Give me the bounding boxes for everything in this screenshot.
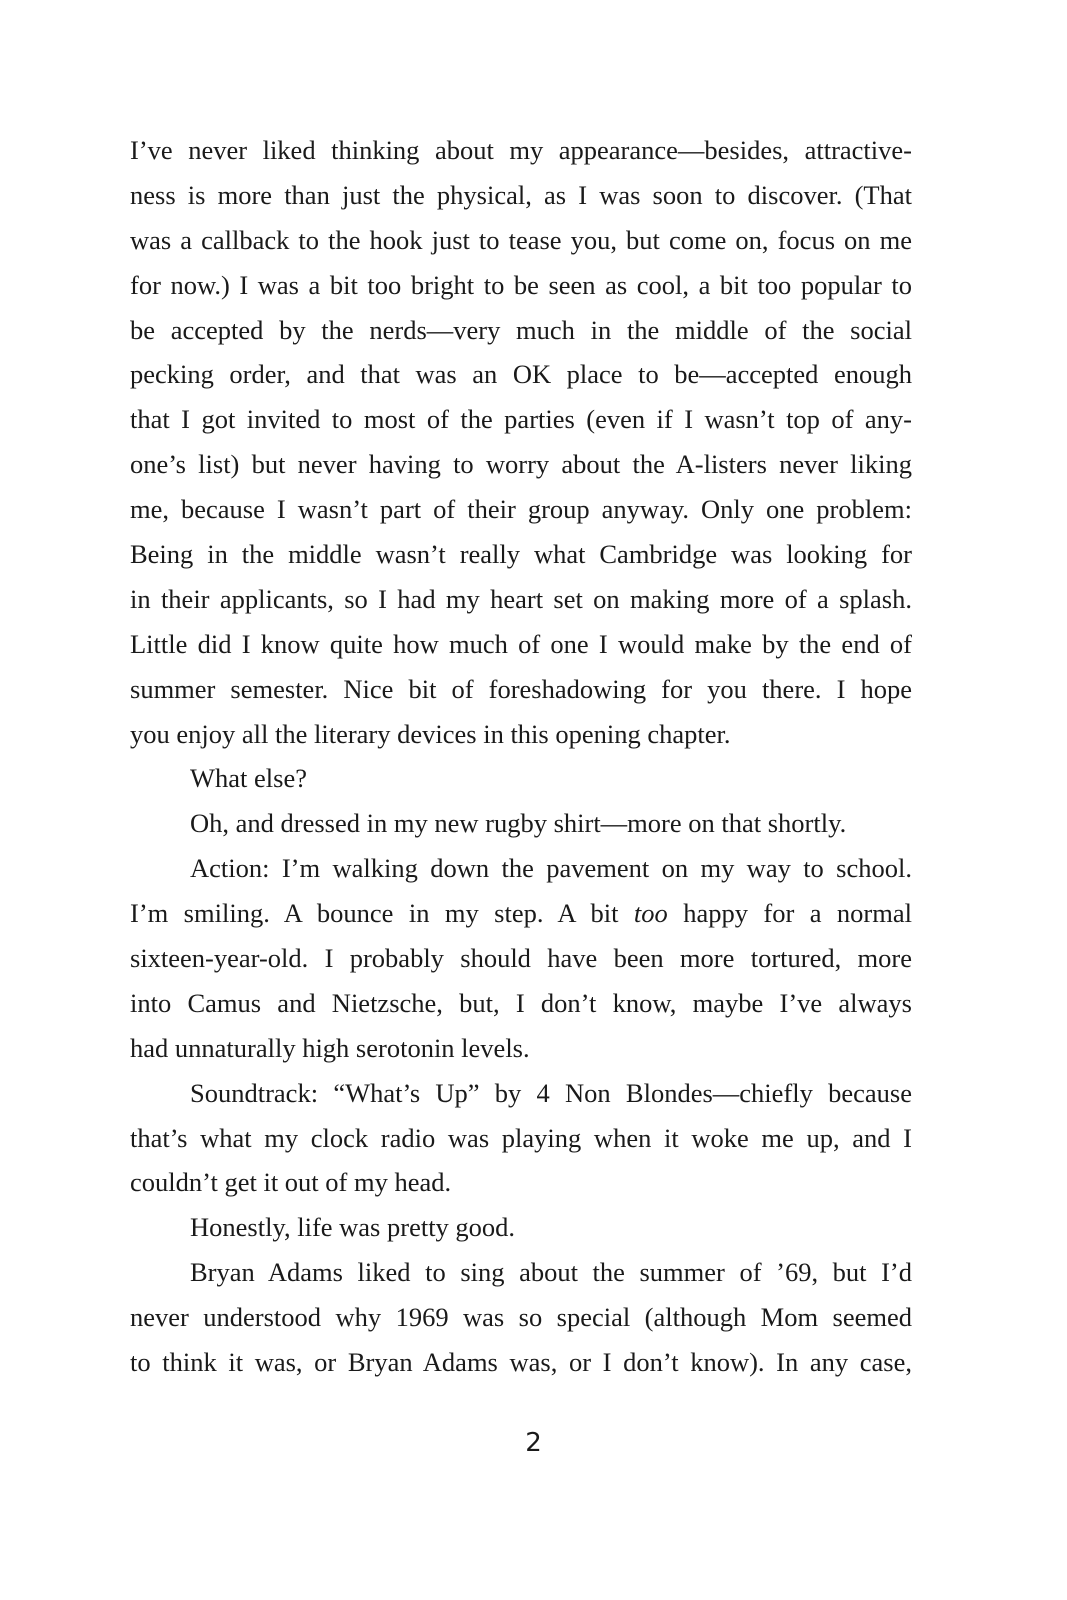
text-line: was a callback to the hook just to tease you, but come on, focus on me	[130, 224, 912, 255]
text-line: couldn’t get it out of my head.	[130, 1167, 452, 1198]
text-line: Oh, and dressed in my new rugby shirt—more on that shortly.	[190, 808, 847, 839]
italic-emphasis: too	[633, 898, 668, 929]
text-line: to think it was, or Bryan Adams was, or I don’t know). In any case,	[130, 1347, 912, 1378]
text-line: Honestly, life was pretty good.	[190, 1212, 516, 1243]
page-number: 2	[525, 1428, 542, 1458]
text-line: for now.) I was a bit too bright to be seen as cool, a bit too popular to	[130, 269, 912, 300]
text-line: never understood why 1969 was so special (although Mom seemed	[130, 1302, 912, 1333]
text-line: be accepted by the nerds—very much in the middle of the social	[130, 314, 912, 345]
text-segment: I’m smiling. A bounce in my step. A bit	[130, 898, 634, 929]
text-line	[130, 891, 912, 936]
text-line: that I got invited to most of the parties (even if I wasn’t top of any-	[130, 404, 912, 435]
text-line: pecking order, and that was an OK place to be—accepted enough	[130, 359, 912, 390]
text-line: ness is more than just the physical, as I was soon to discover. (That	[130, 179, 912, 210]
text-line: you enjoy all the literary devices in this opening chapter.	[130, 718, 731, 749]
text-line: What else?	[190, 763, 307, 794]
text-segment: happy for a normal	[667, 898, 912, 929]
text-line: in their applicants, so I had my heart set on making more of a splash.	[130, 583, 912, 614]
text-line: Soundtrack: “What’s Up” by 4 Non Blondes—chiefly because	[190, 1077, 912, 1108]
text-line: Bryan Adams liked to sing about the summer of ’69, but I’d	[190, 1257, 912, 1288]
text-line: had unnaturally high serotonin levels.	[130, 1032, 530, 1063]
text-line: into Camus and Nietzsche, but, I don’t know, maybe I’ve always	[130, 987, 912, 1018]
text-line: one’s list) but never having to worry about the A-listers never liking	[130, 449, 912, 480]
text-line: me, because I wasn’t part of their group anyway. Only one problem:	[130, 494, 912, 525]
body-text	[130, 128, 912, 1385]
text-line: summer semester. Nice bit of foreshadowing for you there. I hope	[130, 673, 912, 704]
text-line: that’s what my clock radio was playing when it woke me up, and I	[130, 1122, 912, 1153]
text-line: Being in the middle wasn’t really what Cambridge was looking for	[130, 539, 912, 570]
text-line: I’ve never liked thinking about my appearance—besides, attractive-	[130, 135, 912, 165]
text-line: sixteen-year-old. I probably should have been more tortured, more	[130, 943, 912, 974]
text-line: Little did I know quite how much of one I would make by the end of	[130, 628, 912, 659]
text-line: Action: I’m walking down the pavement on my way to school.	[190, 853, 912, 884]
